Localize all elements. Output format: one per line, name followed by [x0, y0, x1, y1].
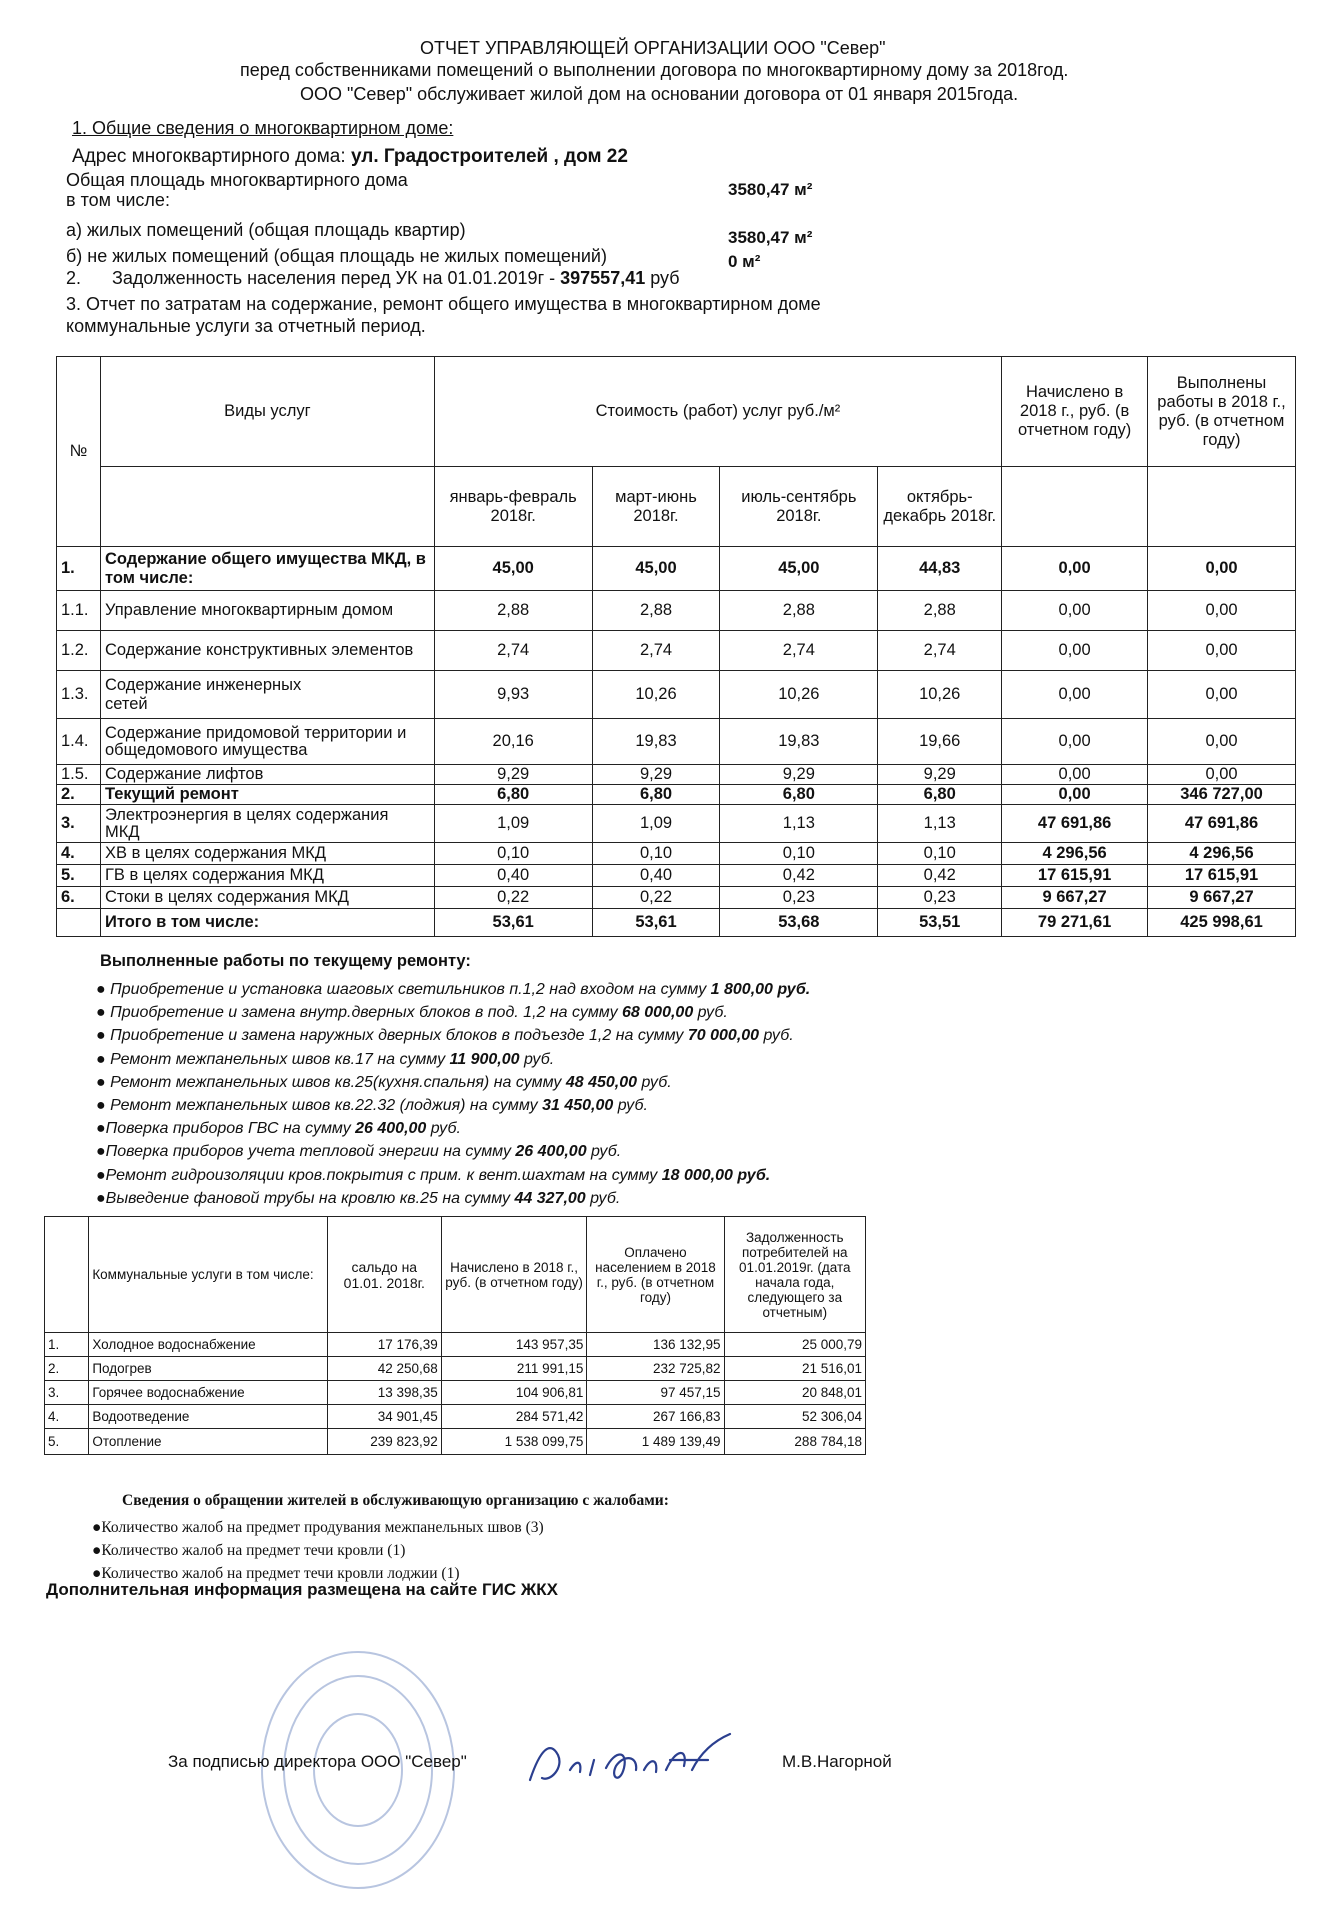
row-charged: 143 957,35 [441, 1333, 587, 1357]
row-cost: 2,74 [720, 631, 878, 671]
row-cost: 2,88 [720, 591, 878, 631]
row-paid: 97 457,15 [587, 1381, 724, 1405]
report-title: ОТЧЕТ УПРАВЛЯЮЩЕЙ ОРГАНИЗАЦИИ ООО "Север" [420, 38, 886, 58]
row-done: 17 615,91 [1148, 865, 1296, 887]
row-utility: Подогрев [89, 1357, 327, 1381]
section-1-title: 1. Общие сведения о многоквартирном доме: [72, 118, 454, 138]
total-cost: 53,61 [434, 909, 592, 937]
row-charged: 17 615,91 [1002, 865, 1148, 887]
table-row [45, 1333, 866, 1357]
table-row [57, 719, 1296, 765]
header-cost: Стоимость (работ) услуг руб./м² [434, 357, 1001, 467]
row-cost: 0,23 [720, 887, 878, 909]
period-jul-sep: июль-сентябрь 2018г. [720, 467, 878, 547]
row-cost: 10,26 [592, 671, 720, 719]
table-row [45, 1429, 866, 1455]
row-debt: 20 848,01 [724, 1381, 865, 1405]
row-number: 2. [45, 1357, 89, 1381]
row-charged: 0,00 [1002, 547, 1148, 591]
row-charged: 47 691,86 [1002, 805, 1148, 843]
address-value: ул. Градостроителей , дом 22 [350, 146, 628, 167]
row-cost: 19,83 [592, 719, 720, 765]
row-cost: 19,66 [878, 719, 1002, 765]
row-done: 0,00 [1148, 765, 1296, 785]
table-row [57, 591, 1296, 631]
signature-label: За подписью директора ООО "Север" [168, 1752, 467, 1771]
row-charged: 0,00 [1002, 631, 1148, 671]
row-cost: 10,26 [720, 671, 878, 719]
residential-label: а) жилых помещений (общая площадь квартир) [66, 220, 466, 240]
row-done: 0,00 [1148, 591, 1296, 631]
row-saldo: 42 250,68 [327, 1357, 441, 1381]
row-number: 1.3. [57, 671, 101, 719]
period-mar-jun: март-июнь 2018г. [592, 467, 720, 547]
complaints-title: Сведения о обращении жителей в обслуживающую организацию с жалобами: [122, 1492, 669, 1509]
row-done: 0,00 [1148, 547, 1296, 591]
table-header-row [57, 357, 1296, 467]
row-service: Текущий ремонт [100, 785, 434, 805]
row-service: Электроэнергия в целях содержания МКД [100, 805, 434, 843]
row-done: 0,00 [1148, 671, 1296, 719]
header-done: Выполнены работы в 2018 г., руб. (в отчетном году) [1148, 357, 1296, 467]
list-item: ● Ремонт межпанельных швов кв.25(кухня.спальня) на сумму 48 450,00 руб. [96, 1073, 672, 1091]
header-charged: Начислено в 2018 г., руб. (в отчетном году) [441, 1217, 587, 1333]
row-paid: 232 725,82 [587, 1357, 724, 1381]
row-done: 47 691,86 [1148, 805, 1296, 843]
row-charged: 0,00 [1002, 671, 1148, 719]
row-service: Стоки в целях содержания МКД [100, 887, 434, 909]
total-cost: 53,68 [720, 909, 878, 937]
additional-info: Дополнительная информация размещена на сайте ГИС ЖКХ [46, 1580, 558, 1599]
row-cost: 0,10 [434, 843, 592, 865]
row-number: 5. [45, 1429, 89, 1455]
row-cost: 1,13 [878, 805, 1002, 843]
row-charged: 1 538 099,75 [441, 1429, 587, 1455]
row-charged: 0,00 [1002, 719, 1148, 765]
table-row [57, 671, 1296, 719]
row-charged: 0,00 [1002, 765, 1148, 785]
row-cost: 9,29 [878, 765, 1002, 785]
row-cost: 2,88 [592, 591, 720, 631]
row-cost: 45,00 [592, 547, 720, 591]
period-oct-dec: октябрь-декабрь 2018г. [878, 467, 1002, 547]
row-saldo: 239 823,92 [327, 1429, 441, 1455]
row-number: 1.2. [57, 631, 101, 671]
list-item: ●Поверка приборов учета тепловой энергии на сумму 26 400,00 руб. [96, 1143, 622, 1161]
row-service: Содержание лифтов [100, 765, 434, 785]
director-name: М.В.Нагорной [782, 1752, 892, 1771]
row-cost: 6,80 [720, 785, 878, 805]
row-saldo: 17 176,39 [327, 1333, 441, 1357]
row-cost: 2,74 [878, 631, 1002, 671]
row-number: 6. [57, 887, 101, 909]
row-cost: 9,29 [720, 765, 878, 785]
header-utilities: Коммунальные услуги в том числе: [89, 1217, 327, 1333]
row-cost: 0,23 [878, 887, 1002, 909]
row-paid: 136 132,95 [587, 1333, 724, 1357]
total-label: Итого в том числе: [100, 909, 434, 937]
row-charged: 104 906,81 [441, 1381, 587, 1405]
row-cost: 19,83 [720, 719, 878, 765]
row-cost: 2,88 [878, 591, 1002, 631]
row-cost: 1,13 [720, 805, 878, 843]
row-cost: 2,74 [434, 631, 592, 671]
services-cost-table [56, 356, 1296, 937]
row-charged: 211 991,15 [441, 1357, 587, 1381]
table-row [57, 765, 1296, 785]
table-row [57, 865, 1296, 887]
header-debt: Задолженность потребителей на 01.01.2019г. (дата начала года, следующего за отчетным) [724, 1217, 865, 1333]
row-cost: 0,40 [592, 865, 720, 887]
row-service: Содержание конструктивных элементов [100, 631, 434, 671]
row-saldo: 34 901,45 [327, 1405, 441, 1429]
list-item: ● Приобретение и замена наружных дверных блоков в подъезде 1,2 на сумму 70 000,00 руб. [96, 1027, 794, 1045]
period-jan-feb: январь-февраль 2018г. [434, 467, 592, 547]
row-done: 346 727,00 [1148, 785, 1296, 805]
total-charged: 79 271,61 [1002, 909, 1148, 937]
row-cost: 9,93 [434, 671, 592, 719]
row-service: ХВ в целях содержания МКД [100, 843, 434, 865]
row-cost: 0,42 [878, 865, 1002, 887]
debt-unit: руб [645, 268, 680, 288]
table-period-row [57, 467, 1296, 547]
list-item: ● Приобретение и установка шаговых светильников п.1,2 над входом на сумму 1 800,00 руб. [96, 981, 811, 998]
row-cost: 45,00 [720, 547, 878, 591]
row-done: 4 296,56 [1148, 843, 1296, 865]
list-item: ●Количество жалоб на предмет продувания межпанельных швов (3) [92, 1519, 544, 1536]
table-row [57, 887, 1296, 909]
row-debt: 25 000,79 [724, 1333, 865, 1357]
row-done: 0,00 [1148, 631, 1296, 671]
row-utility: Водоотведение [89, 1405, 327, 1429]
works-list [96, 978, 996, 1210]
debt-number: 2. [66, 268, 82, 288]
row-number: 2. [57, 785, 101, 805]
row-cost: 0,40 [434, 865, 592, 887]
debt-line [66, 268, 680, 289]
contract-line: ООО "Север" обслуживает жилой дом на основании договора от 01 января 2015года. [300, 84, 1019, 104]
row-done: 0,00 [1148, 719, 1296, 765]
row-cost: 0,10 [720, 843, 878, 865]
row-number: 1.4. [57, 719, 101, 765]
table-row [57, 631, 1296, 671]
list-item: ●Количество жалоб на предмет течи кровли лоджии (1) [92, 1565, 460, 1582]
row-cost: 0,22 [592, 887, 720, 909]
address-line [72, 146, 628, 168]
works-title: Выполненные работы по текущему ремонту: [100, 952, 471, 970]
row-cost: 45,00 [434, 547, 592, 591]
row-number: 4. [45, 1405, 89, 1429]
row-cost: 44,83 [878, 547, 1002, 591]
row-service: ГВ в целях содержания МКД [100, 865, 434, 887]
utilities-header-row [45, 1217, 866, 1333]
row-utility: Горячее водоснабжение [89, 1381, 327, 1405]
row-number: 3. [57, 805, 101, 843]
row-cost: 0,42 [720, 865, 878, 887]
row-number: 1. [57, 547, 101, 591]
row-paid: 1 489 139,49 [587, 1429, 724, 1455]
row-done: 9 667,27 [1148, 887, 1296, 909]
table-row [45, 1405, 866, 1429]
row-charged: 9 667,27 [1002, 887, 1148, 909]
list-item: ●Ремонт гидроизоляции кров.покрытия с прим. к вент.шахтам на сумму 18 000,00 руб. [96, 1166, 771, 1184]
header-paid: Оплачено населением в 2018 г., руб. (в отчетном году) [587, 1217, 724, 1333]
total-area-value: 3580,47 м² [728, 180, 813, 199]
row-number: 1.1. [57, 591, 101, 631]
row-cost: 1,09 [434, 805, 592, 843]
total-area-label: Общая площадь многоквартирного дома [66, 170, 408, 190]
row-cost: 1,09 [592, 805, 720, 843]
row-charged: 284 571,42 [441, 1405, 587, 1429]
row-number: 5. [57, 865, 101, 887]
row-cost: 9,29 [434, 765, 592, 785]
total-cost: 53,61 [592, 909, 720, 937]
table-row [57, 805, 1296, 843]
total-cost: 53,51 [878, 909, 1002, 937]
address-label: Адрес многоквартирного дома: [72, 146, 351, 167]
list-item: ●Поверка приборов ГВС на сумму 26 400,00 руб. [96, 1120, 461, 1138]
table-row [57, 547, 1296, 591]
row-debt: 288 784,18 [724, 1429, 865, 1455]
list-item: ●Выведение фановой трубы на кровлю кв.25 на сумму 44 327,00 руб. [96, 1189, 621, 1207]
row-service: Управление многоквартирным домом [100, 591, 434, 631]
section-3-title: 3. Отчет по затратам на содержание, ремонт общего имущества в многоквартирном доме [66, 294, 821, 314]
row-cost: 0,10 [878, 843, 1002, 865]
row-cost: 6,80 [878, 785, 1002, 805]
nonresidential-label: б) не жилых помещений (общая площадь не жилых помещений) [66, 246, 607, 266]
section-3-subtitle: коммунальные услуги за отчетный период. [66, 316, 426, 336]
row-cost: 0,10 [592, 843, 720, 865]
row-debt: 52 306,04 [724, 1405, 865, 1429]
row-cost: 10,26 [878, 671, 1002, 719]
including-label: в том числе: [66, 190, 170, 210]
table-row [57, 785, 1296, 805]
row-number: 1.5. [57, 765, 101, 785]
row-cost: 6,80 [434, 785, 592, 805]
list-item: ● Ремонт межпанельных швов кв.17 на сумму 11 900,00 руб. [96, 1050, 555, 1068]
row-paid: 267 166,83 [587, 1405, 724, 1429]
row-charged: 4 296,56 [1002, 843, 1148, 865]
list-item: ●Количество жалоб на предмет течи кровли (1) [92, 1542, 406, 1559]
row-cost: 6,80 [592, 785, 720, 805]
table-row [45, 1357, 866, 1381]
row-cost: 9,29 [592, 765, 720, 785]
table-total-row [57, 909, 1296, 937]
nonresidential-value: 0 м² [728, 252, 761, 271]
table-row [45, 1381, 866, 1405]
row-number: 1. [45, 1333, 89, 1357]
header-services: Виды услуг [100, 357, 434, 467]
row-charged: 0,00 [1002, 591, 1148, 631]
row-cost: 2,88 [434, 591, 592, 631]
signature-image [520, 1720, 760, 1800]
row-number: 3. [45, 1381, 89, 1405]
report-subtitle: перед собственниками помещений о выполнении договора по многоквартирному дому за 2018год. [240, 60, 1069, 80]
residential-value: 3580,47 м² [728, 228, 813, 247]
row-saldo: 13 398,35 [327, 1381, 441, 1405]
utilities-table [44, 1216, 866, 1455]
header-number: № [57, 357, 101, 547]
table-row [57, 843, 1296, 865]
debt-label: Задолженность населения перед УК на 01.01.2019г - [112, 268, 561, 288]
row-cost: 2,74 [592, 631, 720, 671]
total-done: 425 998,61 [1148, 909, 1296, 937]
header-saldo: сальдо на 01.01. 2018г. [327, 1217, 441, 1333]
row-service: Содержание придомовой территории и общедомового имущества [100, 719, 434, 765]
list-item: ● Ремонт межпанельных швов кв.22.32 (лоджия) на сумму 31 450,00 руб. [96, 1096, 648, 1114]
row-cost: 0,22 [434, 887, 592, 909]
row-service: Содержание общего имущества МКД, в том числе: [100, 547, 434, 591]
row-debt: 21 516,01 [724, 1357, 865, 1381]
header-charged: Начислено в 2018 г., руб. (в отчетном году) [1002, 357, 1148, 467]
row-utility: Холодное водоснабжение [89, 1333, 327, 1357]
row-utility: Отопление [89, 1429, 327, 1455]
row-number: 4. [57, 843, 101, 865]
list-item: ● Приобретение и замена внутр.дверных блоков в под. 1,2 на сумму 68 000,00 руб. [96, 1004, 728, 1022]
row-cost: 20,16 [434, 719, 592, 765]
complaints-section [92, 1492, 669, 1585]
debt-value: 397557,41 [560, 268, 646, 288]
row-charged: 0,00 [1002, 785, 1148, 805]
row-service: Содержание инженерных сетей [100, 671, 434, 719]
